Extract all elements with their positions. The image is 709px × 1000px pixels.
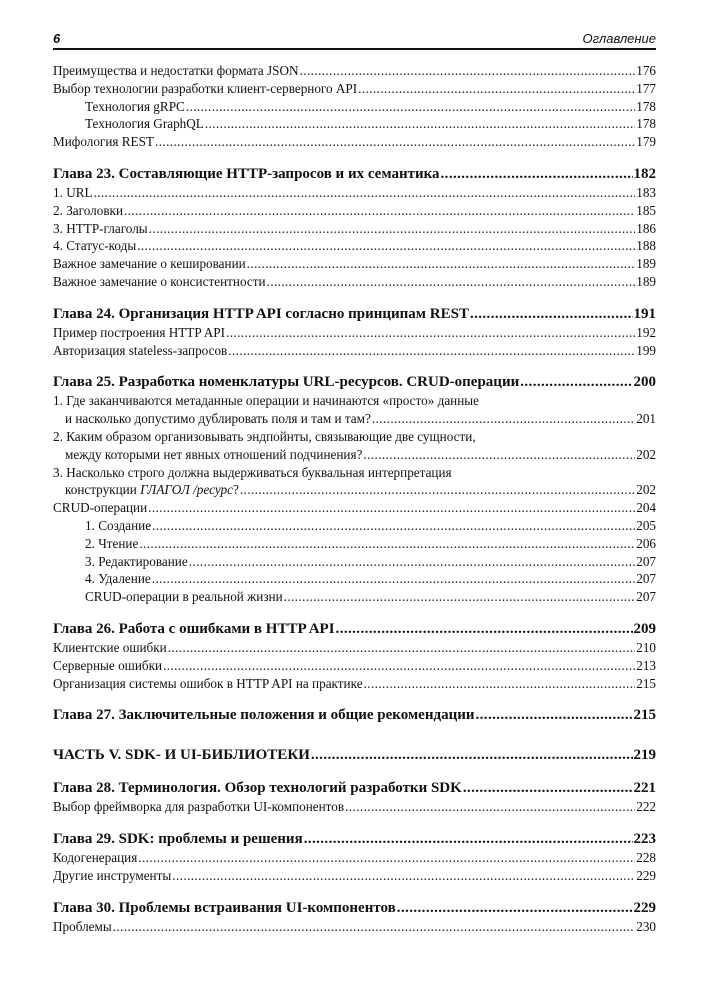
toc-entry-page: 188	[636, 238, 656, 254]
toc-entry-page: 186	[636, 220, 656, 236]
toc-entry-page: 183	[636, 184, 656, 200]
toc-entry-page: 207	[636, 589, 656, 605]
toc-entry-title: Глава 30. Проблемы встраивания UI-компонентов	[53, 899, 396, 916]
toc-entry	[53, 553, 656, 571]
toc-entry-title: Серверные ошибки	[53, 657, 163, 673]
toc-entry-title: Преимущества и недостатки формата JSON	[53, 63, 299, 78]
toc-entry-page: 219	[633, 747, 656, 764]
dot-leader	[520, 372, 632, 392]
dot-leader	[304, 829, 633, 849]
toc-entry-page: 229	[636, 867, 656, 883]
dot-leader	[247, 255, 636, 273]
toc-entry-title: Глава 27. Заключительные положения и общие рекомендации	[53, 707, 475, 724]
toc-entry	[53, 517, 656, 535]
toc-part	[53, 745, 656, 765]
toc-entry-page: 202	[636, 482, 656, 498]
dot-leader	[364, 675, 636, 693]
toc-entry-page: 210	[636, 639, 656, 655]
dot-leader	[149, 220, 636, 238]
dot-leader	[152, 570, 635, 588]
dot-leader	[476, 705, 633, 725]
dot-leader	[363, 446, 635, 464]
dot-leader	[345, 798, 635, 816]
toc-entry-title: Выбор фреймворка для разработки UI-компонентов	[53, 799, 345, 815]
toc-entry-title: Глава 24. Организация HTTP API согласно принципам REST	[53, 305, 469, 322]
toc-entry-title: Важное замечание о консистентности	[53, 273, 266, 289]
toc-entry	[53, 220, 656, 238]
toc-entry	[53, 342, 656, 360]
dot-leader	[228, 342, 635, 360]
dot-leader	[336, 619, 633, 639]
toc-entry	[53, 849, 656, 867]
dot-leader	[94, 184, 636, 202]
toc-entry-page: 182	[633, 165, 656, 182]
toc-entry-title: Важное замечание о кешировании	[53, 256, 246, 272]
toc-entry-page: 191	[633, 305, 656, 322]
toc-entry-page: 209	[633, 620, 656, 637]
dot-leader	[148, 499, 635, 517]
toc-chapter	[53, 898, 656, 918]
dot-leader	[372, 410, 635, 428]
toc-entry-title: Технология GraphQL	[85, 116, 204, 132]
toc-entry-title: ЧАСТЬ V. SDK- И UI-БИБЛИОТЕКИ	[53, 747, 310, 764]
toc-entry	[53, 255, 656, 273]
toc-entry-page: 207	[636, 571, 656, 587]
toc-entry-title-line1: 1. Где заканчиваются метаданные операции и начинаются «просто» данные	[53, 393, 479, 409]
toc-entry	[53, 133, 656, 151]
toc-entry-page: 189	[636, 273, 656, 289]
toc-entry-page: 192	[636, 324, 656, 340]
dot-leader	[284, 588, 636, 606]
toc-entry-title: 4. Статус-коды	[53, 238, 137, 254]
toc-entry-page: 178	[636, 98, 656, 114]
toc-entry-title-end: ?	[232, 482, 239, 498]
toc-entry-page: 215	[636, 675, 656, 691]
toc-entry	[53, 98, 656, 116]
toc-entry-page: 230	[636, 918, 656, 934]
dot-leader	[152, 517, 635, 535]
dot-leader	[172, 867, 635, 885]
dot-leader	[240, 481, 635, 499]
toc-entry-title: Технология gRPC	[85, 98, 185, 114]
toc-entry-page: 179	[636, 134, 656, 150]
toc-entry	[53, 798, 656, 816]
toc-entry-title-line1: 2. Каким образом организовывать эндпойнты, связывающие две сущности,	[53, 428, 476, 444]
toc-entry-page: 202	[636, 446, 656, 462]
toc-entry	[53, 184, 656, 202]
section-title: Оглавление	[582, 31, 656, 46]
dot-leader	[139, 535, 635, 553]
toc-entry	[53, 324, 656, 342]
toc-entry-page: 205	[636, 517, 656, 533]
toc-entry-title-line2: между которыми нет явных отношений подчинения?	[65, 446, 363, 462]
toc-entry-title-emphasis: ГЛАГОЛ /ресурс	[140, 482, 233, 498]
toc-entry-title: Кодогенерация	[53, 850, 138, 866]
toc-entry	[53, 639, 656, 657]
dot-leader	[463, 778, 633, 798]
page-number: 6	[53, 31, 61, 46]
running-header	[53, 0, 656, 50]
toc-entry-page: 213	[636, 657, 656, 673]
toc-entry	[53, 62, 656, 80]
dot-leader	[300, 62, 636, 80]
toc-entry-title-line1: 3. Насколько строго должна выдерживаться буквальная интерпретация	[53, 464, 452, 480]
toc-chapter	[53, 619, 656, 639]
toc-entry-page: 204	[636, 500, 656, 516]
toc-entry-title: Проблемы	[53, 918, 112, 934]
toc-entry-page: 185	[636, 202, 656, 218]
dot-leader	[397, 898, 633, 918]
toc-entry-page: 177	[636, 80, 656, 96]
toc-entry-title: 1. URL	[53, 184, 93, 200]
toc-entry-page: 228	[636, 850, 656, 866]
dot-leader	[441, 164, 633, 184]
toc-entry-title: CRUD-операции в реальной жизни	[85, 589, 283, 605]
toc-entry	[53, 237, 656, 255]
toc-entry-title: Глава 26. Работа с ошибками в HTTP API	[53, 620, 335, 637]
toc-entry-title-line2: и насколько допустимо дублировать поля и там и там?	[65, 411, 371, 427]
toc-entry-page: 201	[636, 411, 656, 427]
toc-entry	[53, 535, 656, 553]
toc-entry-title: Глава 28. Терминология. Обзор технологий разработки SDK	[53, 780, 462, 797]
dot-leader	[137, 237, 635, 255]
toc-entry	[53, 392, 656, 428]
toc-entry-title: 3. HTTP-глаголы	[53, 220, 148, 236]
dot-leader	[168, 639, 636, 657]
toc-entry-title: Глава 25. Разработка номенклатуры URL-ресурсов. CRUD-операции	[53, 374, 520, 391]
toc-entry-title: Мифология REST	[53, 134, 154, 150]
dot-leader	[163, 657, 635, 675]
toc-entry-page: 221	[633, 780, 656, 797]
dot-leader	[470, 304, 633, 324]
dot-leader	[124, 202, 635, 220]
toc-entry-page: 223	[633, 831, 656, 848]
toc-chapter	[53, 164, 656, 184]
toc-entry-title: 3. Редактирование	[85, 553, 188, 569]
toc-entry-title: Клиентские ошибки	[53, 639, 167, 655]
dot-leader	[189, 553, 636, 571]
toc-entry-title: Выбор технологии разработки клиент-серверного API	[53, 80, 358, 96]
dot-leader	[155, 133, 635, 151]
toc-entry-page: 176	[636, 63, 656, 78]
toc-chapter	[53, 778, 656, 798]
toc-entry	[53, 273, 656, 291]
toc-entry	[53, 499, 656, 517]
dot-leader	[311, 745, 633, 765]
dot-leader	[205, 115, 635, 133]
toc-entry-title: Авторизация stateless-запросов	[53, 342, 228, 358]
toc-entry	[53, 675, 656, 693]
toc-entry-page: 229	[633, 899, 656, 916]
toc-entry-title: 4. Удаление	[85, 571, 151, 587]
toc-entry-title: Пример построения HTTP API	[53, 324, 225, 340]
toc-entry-title: CRUD-операции	[53, 500, 148, 516]
toc-entry-page: 199	[636, 342, 656, 358]
table-of-contents	[53, 50, 656, 936]
toc-chapter	[53, 829, 656, 849]
toc-chapter	[53, 705, 656, 725]
dot-leader	[267, 273, 636, 291]
toc-entry	[53, 570, 656, 588]
toc-entry	[53, 657, 656, 675]
toc-entry-title-line2: конструкции	[65, 482, 137, 498]
toc-entry-title: Другие инструменты	[53, 867, 172, 883]
toc-entry-title: 2. Чтение	[85, 535, 139, 551]
toc-entry	[53, 428, 656, 464]
dot-leader	[186, 98, 635, 116]
toc-entry	[53, 918, 656, 936]
toc-entry-page: 215	[633, 707, 656, 724]
dot-leader	[138, 849, 635, 867]
toc-entry-title: Глава 29. SDK: проблемы и решения	[53, 831, 303, 848]
toc-entry-page: 189	[636, 256, 656, 272]
toc-entry-page: 200	[633, 374, 656, 391]
dot-leader	[113, 918, 635, 936]
toc-entry-title: Организация системы ошибок в HTTP API на практике	[53, 675, 363, 691]
toc-entry-page: 206	[636, 535, 656, 551]
toc-entry	[53, 588, 656, 606]
toc-chapter	[53, 372, 656, 392]
toc-entry	[53, 867, 656, 885]
toc-entry-page: 178	[636, 116, 656, 132]
toc-entry-title: 2. Заголовки	[53, 202, 124, 218]
toc-entry-title: Глава 23. Составляющие HTTP-запросов и их семантика	[53, 165, 440, 182]
toc-entry-page: 222	[636, 799, 656, 815]
dot-leader	[226, 324, 635, 342]
dot-leader	[358, 80, 635, 98]
toc-chapter	[53, 304, 656, 324]
toc-entry	[53, 115, 656, 133]
toc-entry	[53, 202, 656, 220]
toc-entry	[53, 464, 656, 500]
toc-entry-title: 1. Создание	[85, 517, 152, 533]
toc-entry	[53, 80, 656, 98]
toc-entry-page: 207	[636, 553, 656, 569]
